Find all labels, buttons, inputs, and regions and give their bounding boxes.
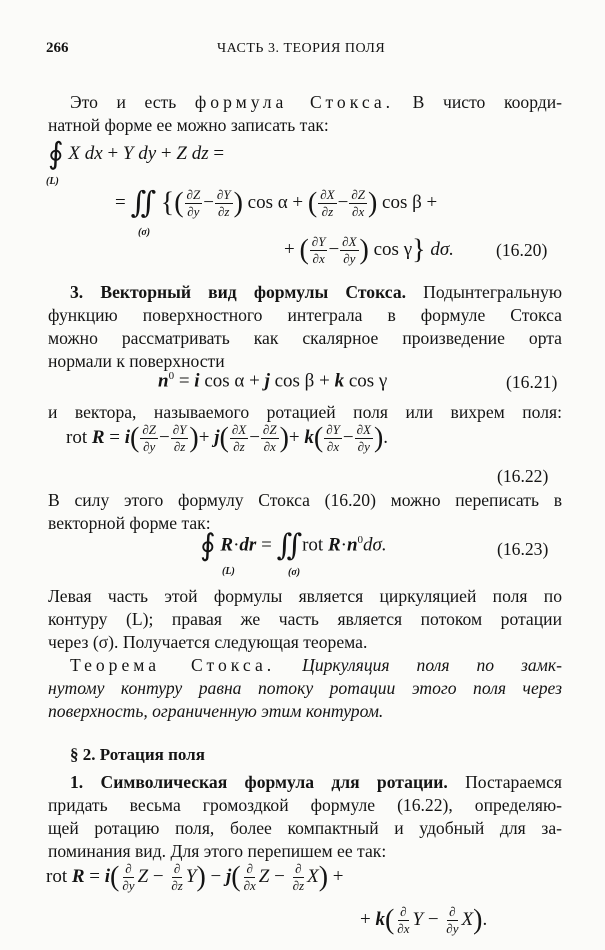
symbolic-rot-eq-line2: + k( $\frac{\partial}{\partial x}$ Y − $\frac{\partial}{\partial y}$ X). [360,904,488,936]
vector-line-5: и вектора, называемого ротацией поля или вихрем поля: [48,402,562,422]
section2-line-4: поминания вид. Для этого перепишем ее так: [48,841,387,861]
vector-heading-line: 3. Векторный вид формулы Стокса. Подынтегральную [70,282,562,302]
rot-equation: rot R = i( $\frac{\partial Z}{\partial y}$ − $\frac{\partial Y}{\partial z}$ )+ j( $\frac{\partial X}{\partial z}$ − $\frac{\partial Z}{\partial x}$ )+ k( $\frac{\partial Y}{\partial x}$ − $\frac{\partial X}{\partial y}$ ). [66,422,389,454]
vector-stokes-equation: ∮ R·dr = ∬rot $R\cdot n^0d\sigma$. [200,528,387,562]
vector-heading: 3. Векторный вид формулы Стокса. [70,282,407,302]
formula-stokes-spaced: формула Стокса. [194,92,395,112]
equation-number-16-22: (16.22) [497,466,549,486]
vector-line-7: векторной форме так: [48,513,211,533]
vector-line-4: нормали к поверхности [48,351,225,371]
equation-number-16-20: (16.20) [496,240,548,260]
vector-line-10: через (σ). Получается следующая теорема. [48,632,368,652]
equation-number-16-21: (16.21) [506,372,558,392]
vector-surface-limit: (σ) [288,567,301,578]
section2-heading-line: 1. Символическая формула для ротации. Постараемся [70,772,562,792]
contour-limit: (L) [46,176,59,187]
intro-line-1: Это и есть формула Стокса. В чисто коорди- [70,92,562,112]
stokes-coord-eq-line2: = ∬ {( $\frac{\partial Z}{\partial y}$ − $\frac{\partial Y}{\partial z}$ ) cos α + ( $\frac{\partial X}{\partial z}$ − $\frac{\partial Z}{\partial x}$ ) cos β + [115,186,438,220]
normal-equation: $n^0 = i$ cos α + j cos β + k cos γ [158,370,388,392]
vector-line-6: В силу этого формулу Стокса (16.20) можно переписать в [48,490,562,510]
vector-line-3: можно рассматривать как скалярное произведение орта [48,328,562,348]
theorem-line-3: поверхность, ограниченную этим контуром. [48,701,384,721]
running-title: ЧАСТЬ 3. ТЕОРИЯ ПОЛЯ [217,41,386,56]
stokes-coord-eq-line1: ∮ X dx + Y dy + Z dz = [48,137,225,171]
vector-line-8: Левая часть этой формулы является циркуляцией поля по [48,586,562,606]
intro-line-2: натной форме ее можно записать так: [48,115,329,135]
stokes-coord-eq-line3: + ( $\frac{\partial Y}{\partial x}$ − $\frac{\partial X}{\partial y}$ ) cos γ} dσ. [284,234,454,266]
page-number: 266 [46,40,69,56]
section2-line-3: щей ротацию поля, более компактный и удобный для за- [48,818,562,838]
vector-contour-limit: (L) [222,566,235,577]
surface-limit: (σ) [138,227,151,238]
theorem-line-1: Теорема Стокса. Циркуляция поля по замк- [70,655,563,675]
section-title: § 2. Ротация поля [70,745,205,764]
equation-number-16-23: (16.23) [497,539,549,559]
symbolic-rot-eq-line1: rot R = i( $\frac{\partial}{\partial y}$ Z − $\frac{\partial}{\partial z}$ Y) − j( $\frac{\partial}{\partial x}$ Z − $\frac{\partial}{\partial z}$ X) + [46,861,344,893]
section2-line-2: придать весьма громоздкой формуле (16.22), определяю- [48,795,562,815]
theorem-line-2: нутому контуру равна потоку ротации этого поля через [48,678,562,698]
vector-line-9: контуру (L); правая же часть является потоком ротации [48,609,562,629]
theorem-label: Теорема Стокса. [70,655,276,675]
vector-line-2: функцию поверхностного интеграла в формуле Стокса [48,305,562,325]
section2-heading: 1. Символическая формула для ротации. [70,772,448,792]
